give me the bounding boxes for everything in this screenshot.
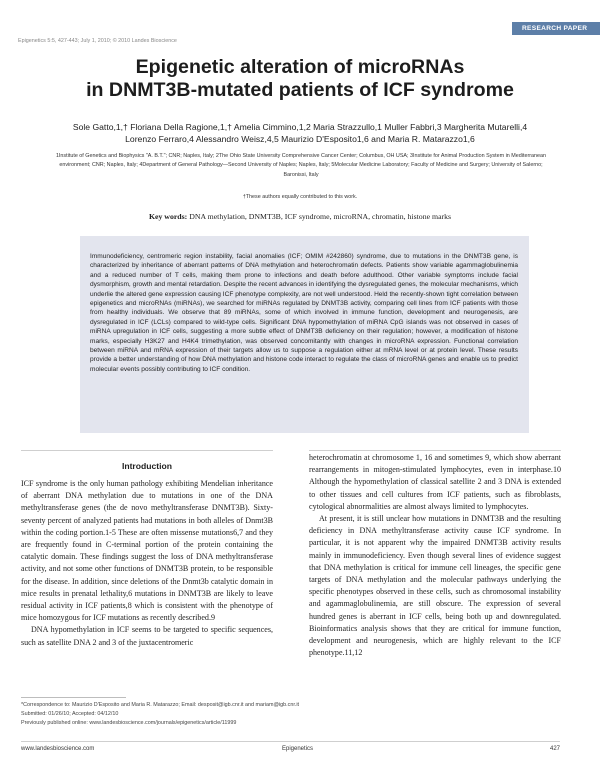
equal-contribution-note: †These authors equally contributed to this work. — [242, 194, 358, 200]
right-column-rule — [309, 450, 561, 451]
article-title — [0, 56, 600, 102]
footnotes — [21, 701, 381, 728]
footnote-rule — [21, 697, 126, 698]
body-paragraph: ICF syndrome is the only human pathology exhibiting Mendelian inheritance of aberrant DNA methylation due to mutations in one of the DNA methyltransferase genes (the de novo methyltransferase DNMT3B). Sixty-seventy percent of analyzed patients had mutations in both alleles of Dnmt3B within the coding portion.1-5 These are often missense mutations6,7 and they are frequently found in C-terminal portion of the protein containing the catalytic domain. These findings suggest the loss of DNA methyltransferase activity, and not some other functions of DNMT3B protein, to be responsible for the disease. In addition, since deletions of the Dnmt3b catalytic domain in mice results in prenatal lethality,6 mutations in DNMT3B are likely to leave residual activity in ICF patients,8 which is consistent with the phenotype of mice homozygous for ICF mutations as recently described.9 — [21, 479, 273, 623]
abstract-text: Immunodeficiency, centromeric region instability, facial anomalies (ICF; OMIM #242860) syndrome, due to mutations in the DNMT3B gene, is characterized by inheritance of aberrant patterns of DNA methylation and heterochromatin defects. Patients show variable agammaglobulinemia and a reduced number of T cells, making them prone to infections and death before adulthood. Other variable symptoms include facial dysmorphism, growth and mental retardation. Despite the recent advances in identifying the dysregulated genes, the molecular mechanisms, which underlie the altered gene expression causing ICF phenotype complexity, are not well understood. Held the recently-shown tight correlation between epigenetics and microRNAs (miRNAs), we searched for miRNAs regulated by DNMT3B activity, comparing cell lines from ICF patients with those from healthy individuals. We observe that 89 miRNAs, some of which involved in immune function, development and neurogenesis, are dysregulated in ICF (LCLs) compared to wild-type cells. Significant DNA hypomethylation of miRNA CpG islands was not observed in cases of miRNA upregulation in ICF cells, suggesting a more subtle effect of DNMT3B deficiency on their regulation; however, a modification of histone marks, especially H3K27 and H4K4 trimethylation, was observed concomitantly with changes in microRNA expression. Functional correlation between miRNA and mRNA expression of their targets allow us to suppose a regulation either at mRNA level or at protein level. These results provide a better understanding of how DNA methylation and histone code interact to regulate the class of microRNA genes and enable us to predict molecular events possibly contributing to ICF condition. — [90, 253, 518, 373]
submission-dates: Submitted: 01/26/10; Accepted: 04/12/10 — [21, 710, 119, 717]
body-left-column — [21, 452, 273, 649]
title-line-2: in DNMT3B-mutated patients of ICF syndrome — [86, 79, 514, 101]
keywords-label: Key words: — [148, 212, 188, 221]
left-column-rule — [21, 450, 273, 451]
title-line-1: Epigenetic alteration of microRNAs — [135, 56, 465, 78]
body-paragraph: heterochromatin at chromosome 1, 16 and sometimes 9, which show aberrant rearrangements in mitogen-stimulated lymphocytes, even in interphase.10 Although the hypomethylation of classical satellite 2 and 3 DNA is extended to other tissues and cell cultures from ICF patients, such as fibroblasts, cytological abnormalities are almost always limited to lymphocytes. — [309, 453, 561, 511]
body-paragraph: DNA hypomethylation in ICF seems to be targeted to specific sequences, such as satellite DNA 2 and 3 of the juxtacentromeric — [21, 625, 273, 647]
correspondence-note: *Correspondence to: Maurizio D'Esposito and Maria R. Matarazzo; Email: desposit@igb.cnr.it and mariam@igb.cnr.it — [21, 702, 300, 708]
article-type-tag: RESEARCH PAPER — [512, 22, 600, 35]
keywords-list: DNA methylation, DNMT3B, ICF syndrome, microRNA, chromatin, histone marks — [189, 212, 452, 221]
author-list — [40, 121, 560, 146]
online-publication-note: Previously published online: www.landesbioscience.com/journals/epigenetics/article/11999 — [21, 719, 237, 726]
affiliations: 1Institute of Genetics and Biophysics "A. B.T."; CNR; Naples, Italy; 2The Ohio State University Comprehensive Cancer Center; Columbus, OH USA; 3Institute for Animal Production System in Mediterranean environment; CNR; Naples, Italy; 4Department of General Pathology—Second University of Naples; Naples, Italy; 5Molecular Medicine Laboratory; Faculty of Medicine and Surgery; University of Salerno; Baronissi, Italy — [55, 153, 547, 178]
footer-journal: Epigenetics — [282, 746, 314, 752]
page-number: 427 — [549, 746, 560, 752]
section-heading-introduction: Introduction — [121, 461, 173, 471]
footer-rule — [21, 741, 560, 742]
authors-line-1: Sole Gatto,1,† Floriana Della Ragione,1,† Amelia Cimmino,1,2 Maria Strazzullo,1 Muller Fabbri,3 Margherita Mutarelli,4 — [72, 122, 528, 132]
footer-website: www.landesbioscience.com — [21, 746, 95, 752]
keywords — [0, 212, 600, 221]
authors-line-2: Lorenzo Ferraro,4 Alessandro Weisz,4,5 Maurizio D'Esposito1,6 and Maria R. Matarazzo1,6 — [125, 134, 475, 145]
journal-citation: Epigenetics 5:5, 427-443; July 1, 2010; © 2010 Landes Bioscience — [18, 38, 177, 44]
body-paragraph: At present, it is still unclear how mutations in DNMT3B and the resulting deficiency in DNA methyltransferase activity cause ICF syndrome. In particular, it is not apparent why the impaired DNMT3B activity results mainly in immunodeficiency. Even though several lines of evidence suggest that DNA methylation is critical for immune cell lineages, the specific gene targets of DNA methylation and the molecular pathways underlying the specific phenotypes observed in these cells, such as chromosomal instability and agammaglobulinemia, are still obscure. The expression of several hundred genes is aberrant in ICF cells, being both up and downregulated. Bioinformatics analysis shows that they are critical for immune function, development and neurogenesis, which are highly relevant to the ICF phenotype.11,12 — [309, 514, 561, 658]
body-right-column — [309, 452, 561, 659]
